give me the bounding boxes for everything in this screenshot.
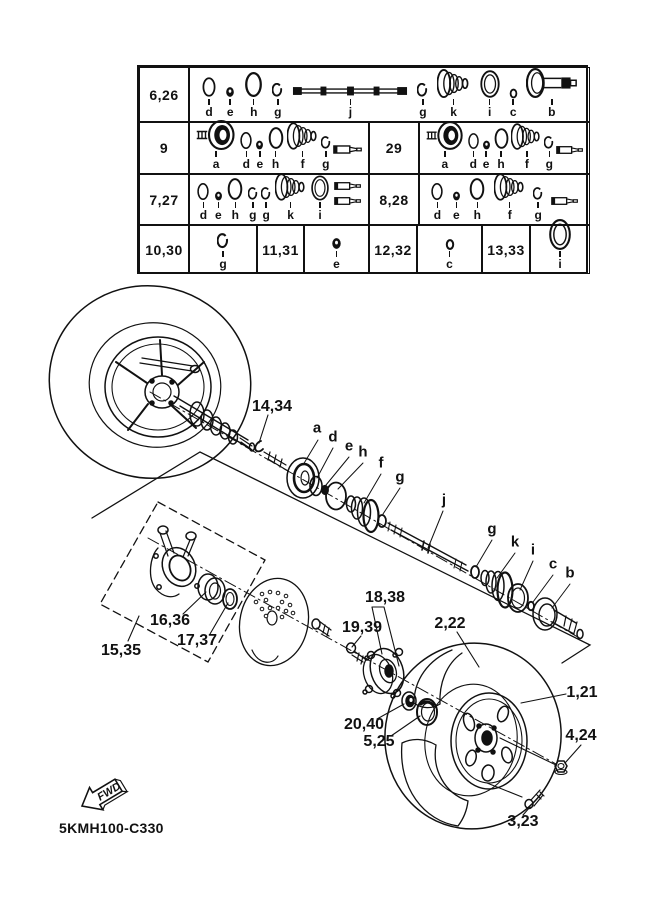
callout-3-23: 3,23 — [507, 813, 539, 830]
callout-1-21: 1,21 — [566, 684, 598, 701]
ref-label: 7,27 — [149, 191, 179, 208]
part-letter: d — [469, 157, 477, 171]
part-letter: f — [524, 157, 529, 171]
ref-label: 6,26 — [149, 86, 179, 103]
ref-label: 10,30 — [145, 241, 183, 258]
part-letter: k — [450, 105, 457, 119]
exploded-axle-parts — [264, 452, 583, 639]
ref-label: 9 — [159, 140, 169, 156]
callout-16-36: 16,36 — [149, 612, 191, 629]
callout-4-24: 4,24 — [565, 727, 597, 744]
part-letter: g — [322, 157, 330, 171]
part-letter: h — [473, 208, 481, 222]
part-letter: c — [446, 257, 453, 271]
part-letter: f — [300, 157, 305, 171]
callout-18-38: 18,38 — [364, 589, 406, 606]
front-wheel-exploded — [373, 632, 573, 841]
callout-19-39: 19,39 — [341, 619, 383, 636]
part-letter: e — [482, 157, 490, 171]
part-letter: e — [215, 208, 222, 222]
part-letter: a — [441, 157, 449, 171]
drawing-number: 5KMH100-C330 — [59, 820, 164, 836]
fwd-arrow-label: FWD — [95, 780, 124, 804]
letter-leaders — [303, 437, 570, 608]
letter-g: g — [395, 468, 405, 486]
letter-j: j — [441, 491, 447, 509]
callout-17-37: 17,37 — [176, 632, 218, 649]
part-letter: d — [199, 208, 208, 222]
part-letter: k — [287, 208, 294, 222]
letter-i: i — [530, 541, 536, 559]
part-letter: d — [433, 208, 442, 222]
part-letter: i — [487, 105, 492, 119]
ref-label: 12,32 — [374, 241, 412, 258]
letter-f: f — [378, 454, 384, 472]
part-letter: e — [453, 208, 460, 222]
part-letter: i — [558, 257, 562, 271]
fwd-arrow-icon — [76, 772, 129, 818]
callout-14-34: 14,34 — [251, 398, 293, 415]
ref-label: 11,31 — [262, 241, 299, 258]
letter-c: c — [548, 555, 558, 573]
part-letter: g — [419, 105, 427, 119]
part-letter: i — [318, 208, 322, 222]
part-letter: g — [534, 208, 542, 222]
callout-15-35: 15,35 — [100, 642, 142, 659]
part-letter: d — [205, 105, 213, 119]
ref-label: 13,33 — [487, 241, 525, 258]
part-letter: e — [333, 257, 340, 271]
letter-k: k — [510, 533, 520, 551]
hub-seal-and-cap — [402, 692, 437, 725]
brake-disc-guard — [232, 572, 331, 672]
part-letter: h — [231, 208, 239, 222]
part-letter: h — [497, 157, 505, 171]
wheel-hub — [347, 643, 410, 698]
letter-e: e — [344, 437, 354, 455]
part-letter: h — [250, 105, 258, 119]
ref-label: 8,28 — [379, 191, 409, 208]
valve-stem-bolt — [525, 790, 544, 809]
callout-leaders — [128, 415, 581, 815]
part-letter: f — [507, 208, 512, 222]
part-letter: c — [509, 105, 517, 119]
letter-g2: g — [487, 520, 497, 538]
ref-label: 29 — [385, 140, 403, 156]
part-letter: e — [256, 157, 264, 171]
part-letter: d — [242, 157, 250, 171]
letter-h: h — [358, 443, 368, 461]
callout-20-40: 20,40 — [343, 716, 385, 733]
callout-2-22: 2,22 — [434, 615, 466, 632]
part-letter: g — [274, 105, 282, 119]
part-letter: j — [348, 105, 353, 119]
part-letter: b — [548, 105, 556, 119]
part-letter: g — [262, 208, 270, 222]
part-letter: g — [219, 257, 227, 271]
part-letter: g — [545, 157, 553, 171]
callout-5-25: 5,25 — [363, 733, 395, 750]
part-letter: h — [271, 157, 280, 171]
letter-b: b — [565, 564, 575, 582]
part-letter: g — [249, 208, 257, 222]
front-wheel-assembled — [29, 264, 271, 499]
letter-a: a — [312, 419, 322, 437]
part-letter: e — [226, 105, 234, 119]
part-letter: a — [212, 157, 220, 171]
letter-d: d — [328, 428, 338, 446]
